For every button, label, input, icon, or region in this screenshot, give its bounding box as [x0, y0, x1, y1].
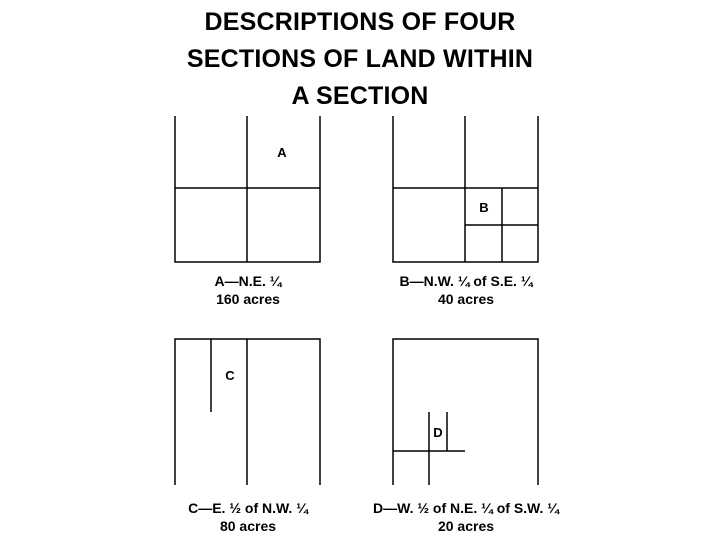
diagram-b-grid [393, 116, 538, 262]
diagram-d-acres: 20 acres [437, 518, 495, 534]
diagram-d-description: D—W. ½ of N.E. ¼ of S.W. ¼ [373, 500, 559, 516]
diagram-c-description: C—E. ½ of N.W. ¼ [188, 500, 308, 516]
diagram-a-marker: A [277, 145, 287, 160]
diagram-b-acres: 40 acres [437, 291, 495, 307]
diagram-a-description: A—N.E. ¼ [214, 273, 282, 289]
diagram-b-description: B—N.W. ¼ of S.E. ¼ [399, 273, 533, 289]
diagram-c-marker: C [225, 368, 235, 383]
diagram-c-grid [175, 339, 320, 485]
diagram-c-caption [138, 499, 358, 535]
title-line-1: DESCRIPTIONS OF FOUR [204, 8, 516, 36]
title-line-3: A SECTION [291, 82, 429, 110]
diagram-c-acres: 80 acres [219, 518, 277, 534]
diagram-a-grid [175, 116, 320, 262]
title-line-2: SECTIONS OF LAND WITHIN [186, 45, 534, 73]
diagram-b-marker: B [479, 200, 489, 215]
diagram-a-acres: 160 acres [216, 291, 280, 307]
diagram-a-caption [148, 272, 348, 308]
diagram-d-caption [346, 499, 586, 535]
diagram-d-grid [393, 339, 538, 485]
diagram-d-border [393, 339, 538, 485]
diagram-d-marker: D [433, 425, 443, 440]
diagram-b-caption [366, 272, 566, 308]
